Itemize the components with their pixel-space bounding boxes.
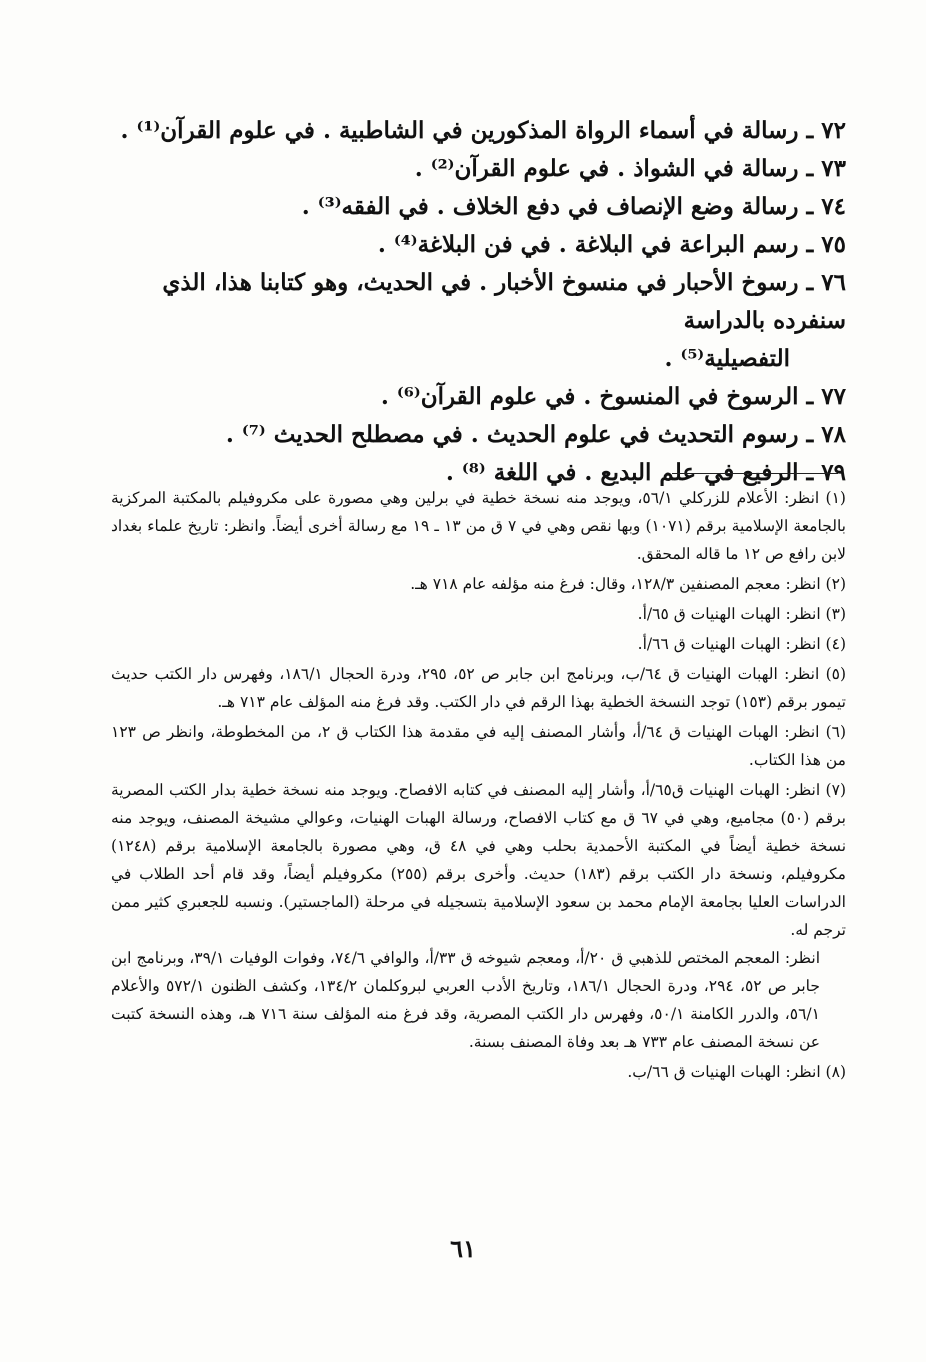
main-entry — [116, 150, 846, 188]
main-entry — [116, 226, 846, 264]
footnote — [111, 630, 846, 658]
footnote-text: (٦) انظر: الهبات الهنيات ق ٦٤/أ، وأشار المصنف إليه في مقدمة هذا الكتاب ق ٢، من المخطوطة، وانظر ص ١٢٣ من هذا الكتاب. — [111, 723, 847, 769]
footnote-text: (٤) انظر: الهبات الهنيات ق ٦٦/أ. — [637, 635, 846, 653]
footnote — [111, 776, 846, 1056]
entry-text: ٧٦ ـ رسوخ الأحبار في منسوخ الأخبار . في الحديث، وهو كتابنا هذا، الذي سنفرده بالدراسة — [162, 269, 846, 334]
footnote — [111, 660, 846, 716]
main-entry — [116, 416, 846, 454]
main-entry — [116, 112, 846, 150]
footnote-text: (٨) انظر: الهبات الهنيات ق ٦٦/ب. — [627, 1063, 846, 1081]
entry-text: ٧٩ ـ الرفيع في علم البديع . في اللغة ⁽⁸⁾ . — [445, 459, 846, 486]
entry-text: ٧٢ ـ رسالة في أسماء الرواة المذكورين في الشاطبية . في علوم القرآن⁽¹⁾ . — [120, 117, 846, 144]
footnote — [111, 600, 846, 628]
footnote-text: (٢) انظر: معجم المصنفين ١٢٨/٣، وقال: فرغ منه مؤلفه عام ٧١٨ هـ. — [410, 575, 846, 593]
footnote — [111, 718, 846, 774]
footnote — [111, 570, 846, 598]
page-number: ٦١ — [450, 1234, 476, 1263]
footnote-text: (٧) انظر: الهبات الهنيات ق٦٥/أ، وأشار إليه المصنف في كتابه الافصاح. ويوجد منه نسخة خطية بدار الكتب المصرية برقم (٥٠) مجاميع، وهي في ٦٧ ق مع كتاب الافصاح، ورسالة الهبات الهنيات، وعوالي مشيخة المصنف، ويوجد منه نسخة خطية أيضاً في المكتبة الأحمدية بحلب وهي في ٤٨ ق، وهي مصورة بالجامعة الإسلامية برقم (١٢٤٨) مكروفيلم، ونسخة دار الكتب برقم (١٨٣) حديث. وأخرى برقم (٢٥٥) مكروفيلم أيضاً، وقد قام أحد الطلاب في الدراسات العليا بجامعة الإمام محمد بن سعود الإسلامية بتسجيله في مرحلة (الماجستير). ونسبه للجعبري كثير ممن ترجم له. — [111, 781, 847, 939]
entry-continuation: التفصيلية⁽⁵⁾ . — [664, 345, 790, 372]
main-entry — [116, 188, 846, 226]
footnote-text: (١) انظر: الأعلام للزركلي ٥٦/١، ويوجد منه نسخة خطية في برلين وهي مصورة على مكروفيلم بالمكتبة المركزية بالجامعة الإسلامية برقم (١٠٧١) وبها نقص وهي في ٧ ق من ١٣ ـ ١٩ مع رسالة أخرى أيضاً. وانظر: تاريخ علماء بغداد لابن رافع ص ١٢ ما قاله المحقق. — [111, 489, 846, 563]
main-entry — [116, 264, 846, 378]
footnote — [111, 484, 846, 568]
entry-text: ٧٣ ـ رسالة في الشواذ . في علوم القرآن⁽²⁾ . — [414, 155, 846, 182]
footnote-text: (٥) انظر: الهبات الهنيات ق ٦٤/ب، وبرنامج ابن جابر ص ٥٢، ٢٩٥، ودرة الحجال ١٨٦/١، وفهرس دار الكتب حديث تيمور برقم (١٥٣) توجد النسخة الخطية بهذا الرقم في دار الكتب. وقد فرغ منه المؤلف عام ٧١٣ هـ. — [111, 665, 847, 711]
entry-text: ٧٧ ـ الرسوخ في المنسوخ . في علوم القرآن⁽⁶⁾ . — [380, 383, 846, 410]
footnote-divider — [672, 473, 838, 474]
footnotes-list — [111, 484, 846, 1088]
entry-text: ٧٨ ـ رسوم التحديث في علوم الحديث . في مصطلح الحديث ⁽⁷⁾ . — [225, 421, 846, 448]
main-entries-list — [116, 112, 846, 492]
footnote-text: (٣) انظر: الهبات الهنيات ق ٦٥/أ. — [637, 605, 846, 623]
entry-text: ٧٤ ـ رسالة وضع الإنصاف في دفع الخلاف . في الفقه⁽³⁾ . — [301, 193, 846, 220]
main-entry — [116, 378, 846, 416]
footnote-continuation: انظر: المعجم المختص للذهبي ق ٢٠/أ، ومعجم شيوخه ق ٣٣/أ، والوافي ٧٤/٦، وفوات الوفيات ٣٩/١، وبرنامج ابن جابر ص ٥٢، ٢٩٤، ودرة الحجال ١٨٦/١، وتاريخ الأدب العربي لبروكلمان ١٣٤/٢، وكشف الظنون ٥٧٢/١ والأعلام ٥٦/١، والدرر الكامنة ٥٠/١، وفهرس دار الكتب المصرية، وقد فرغ منه المؤلف سنة ٧١٦ هـ، وهذه النسخة كتبت عن نسخة المصنف عام ٧٣٣ هـ بعد وفاة المصنف بسنة. — [111, 949, 821, 1051]
footnote — [111, 1058, 846, 1086]
entry-text: ٧٥ ـ رسم البراعة في البلاغة . في فن البلاغة⁽⁴⁾ . — [377, 231, 846, 258]
